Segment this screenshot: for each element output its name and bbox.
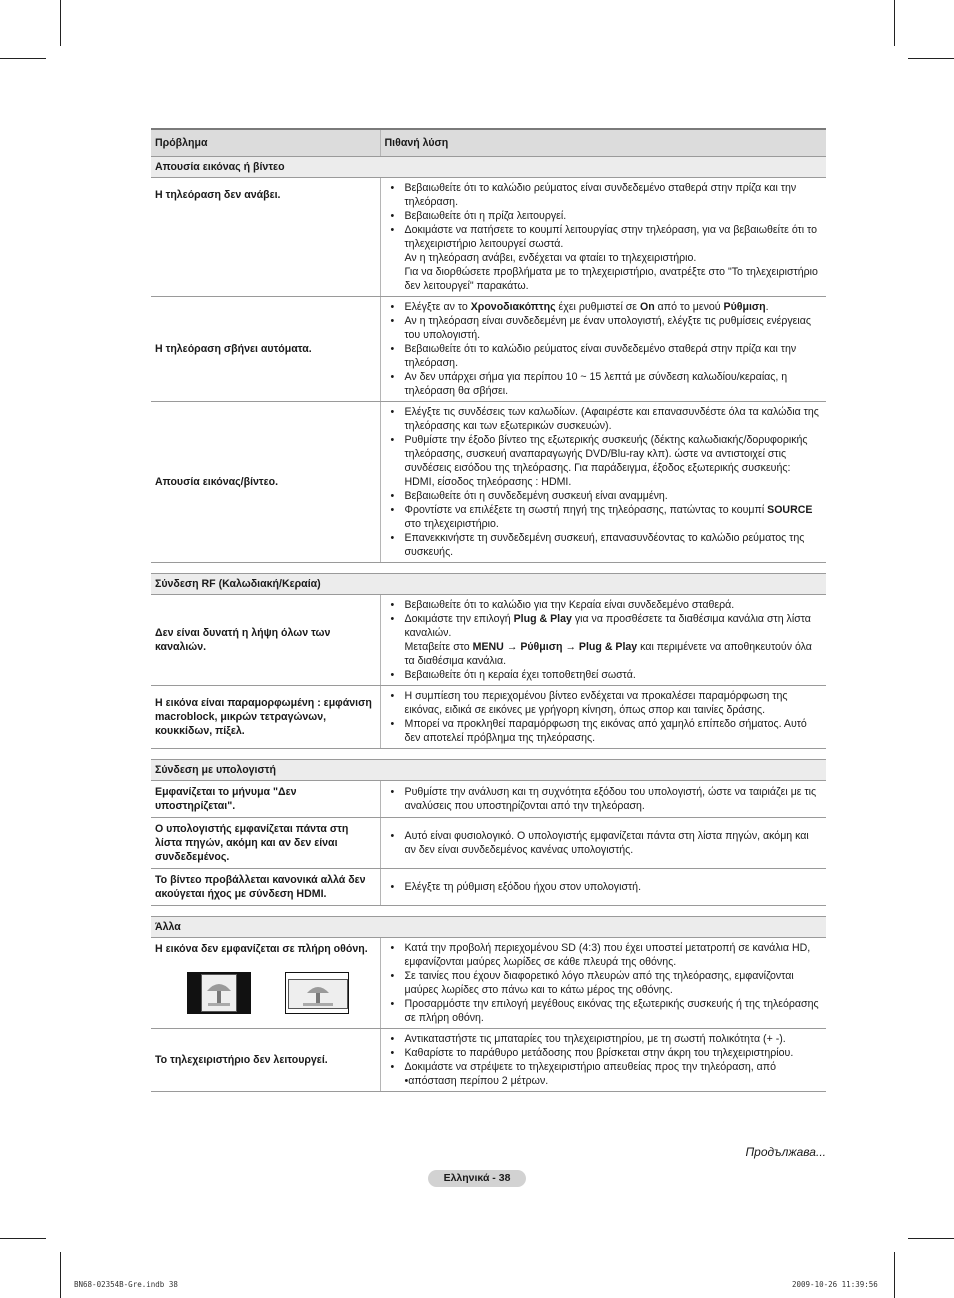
- solution-item: • Βεβαιωθείτε ότι η κεραία έχει τοποθετηθεί σωστά.: [387, 668, 823, 682]
- crop-mark: [908, 58, 954, 59]
- table-row: [151, 595, 826, 686]
- solution-item: • Μπορεί να προκληθεί παραμόρφωση της εικόνας από χαμηλό επίπεδο σήματος. Αυτό δεν αποτελεί πρόβλημα της τηλεόρασης.: [387, 717, 823, 745]
- solution-list: [387, 829, 823, 857]
- crop-mark: [60, 0, 61, 46]
- solution-item: • Ρυθμίστε την ανάλυση και τη συχνότητα εξόδου του υπολογιστή, ώστε να ταιριάζει με τις αναλύσεις που υποστηρίζονται από την τηλεόραση.: [387, 785, 823, 813]
- page-number-badge: Ελληνικά - 38: [428, 1170, 526, 1187]
- continue-note: Продължава...: [745, 1145, 826, 1159]
- problem-text: Η εικόνα δεν εμφανίζεται σε πλήρη οθόνη.: [155, 943, 368, 955]
- solution-note: Μεταβείτε στο MENU → Ρύθμιση → Plug & Play και περιμένετε να αποθηκευτούν όλα τα διαθέσιμα κανάλια.: [404, 641, 812, 667]
- section-row: [151, 760, 826, 781]
- problem-cell: Ο υπολογιστής εμφανίζεται πάντα στη λίστα πηγών, ακόμη και αν δεν είναι συνδεδεμένος.: [151, 818, 380, 869]
- table-row: [151, 686, 826, 749]
- solution-list: [387, 689, 823, 745]
- section-title: Σύνδεση RF (Καλωδιακή/Κεραία): [151, 574, 826, 595]
- solution-cell: [380, 1029, 826, 1092]
- solution-cell: [380, 595, 826, 686]
- section-row: [151, 917, 826, 938]
- table-row: [151, 818, 826, 869]
- problem-cell: Η τηλεόραση δεν ανάβει.: [151, 178, 380, 297]
- problem-cell: Το βίντεο προβάλλεται κανονικά αλλά δεν ακούγεται ήχος με σύνδεση HDMI.: [151, 869, 380, 906]
- tree-picture: [202, 975, 236, 1011]
- footer-file: BN68-02354B-Gre.indb 38: [74, 1280, 178, 1289]
- solution-item: • Αν η τηλεόραση είναι συνδεδεμένη με έναν υπολογιστή, ελέγξτε τις ρυθμίσεις ενέργειας του υπολογιστή.: [387, 314, 823, 342]
- solution-item: • Δοκιμάστε να στρέψετε το τηλεχειριστήριο απευθείας προς την τηλεόραση, από •απόσταση περίπου 2 μέτρων.: [387, 1060, 823, 1088]
- solution-item-text: Ελέγξτε αν το Χρονοδιακόπτης έχει ρυθμιστεί σε On από το μενού Ρύθμιση.: [404, 301, 769, 313]
- solution-item: • Ελέγξτε τις συνδέσεις των καλωδίων. (Αφαιρέστε και επανασυνδέστε όλα τα καλώδια της τηλεόρασης και των εξωτερικών συσκευών).: [387, 405, 823, 433]
- table-header-row: [151, 129, 826, 157]
- solution-item: • Βεβαιωθείτε ότι το καλώδιο ρεύματος είναι συνδεδεμένο σταθερά στην πρίζα και την τηλεόραση.: [387, 181, 823, 209]
- section-title: Σύνδεση με υπολογιστή: [151, 760, 826, 781]
- problem-cell: Δεν είναι δυνατή η λήψη όλων των καναλιών.: [151, 595, 380, 686]
- spacer-row: [151, 563, 826, 574]
- solution-list: [387, 300, 823, 398]
- solution-item: • Αν δεν υπάρχει σήμα για περίπου 10 ~ 15 λεπτά με σύνδεση καλωδίου/κεραίας, η τηλεόραση θα σβήσει.: [387, 370, 823, 398]
- solution-list: [387, 941, 823, 1025]
- solution-list: [387, 880, 823, 894]
- solution-item: • Καθαρίστε το παράθυρο μετάδοσης που βρίσκεται στην άκρη του τηλεχειριστηρίου.: [387, 1046, 823, 1060]
- header-problem: Πρόβλημα: [151, 129, 380, 157]
- solution-item: • Βεβαιωθείτε ότι η πρίζα λειτουργεί.: [387, 209, 823, 223]
- solution-item: • Αντικαταστήστε τις μπαταρίες του τηλεχειριστηρίου, με τη σωστή πολικότητα (+ -).: [387, 1032, 823, 1046]
- solution-cell: [380, 938, 826, 1029]
- tv-pillarbox-icon: [187, 972, 251, 1014]
- solution-cell: [380, 402, 826, 563]
- solution-list: [387, 668, 823, 682]
- solution-item: • Αυτό είναι φυσιολογικό. Ο υπολογιστής εμφανίζεται πάντα στη λίστα πηγών, ακόμη και αν δεν είναι συνδεδεμένος κανένας υπολογιστής.: [387, 829, 823, 857]
- problem-cell: Απουσία εικόνας/βίντεο.: [151, 402, 380, 563]
- crop-mark: [894, 1252, 895, 1298]
- solution-item: • Η συμπίεση του περιεχομένου βίντεο ενδέχεται να προκαλέσει παραμόρφωση της εικόνας, ειδικά σε εικόνες με γρήγορη κίνηση, όπως σπορ και ταινίες δράσης.: [387, 689, 823, 717]
- table-row: [151, 938, 826, 1029]
- solution-note: Για να διορθώσετε προβλήματα με το τηλεχειριστήριο, ανατρέξτε στο "Το τηλεχειριστήριο δεν λειτουργεί" παρακάτω.: [404, 266, 818, 292]
- solution-list: [387, 598, 823, 640]
- table-row: [151, 1029, 826, 1092]
- tv-illustrations: [155, 972, 376, 1014]
- crop-mark: [0, 1238, 46, 1239]
- crop-mark: [60, 1252, 61, 1298]
- solution-cell: [380, 781, 826, 818]
- solution-note: Αν η τηλεόραση ανάβει, ενδέχεται να φταίει το τηλεχειριστήριο.: [404, 252, 697, 264]
- solution-cell: [380, 686, 826, 749]
- solution-item: • Προσαρμόστε την επιλογή μεγέθους εικόνας της εξωτερικής συσκευής ή της τηλεόρασης σε πλήρη οθόνη.: [387, 997, 823, 1025]
- solution-item: • Φροντίστε να επιλέξετε τη σωστή πηγή της τηλεόρασης, πατώντας το κουμπί SOURCE στο τηλεχειριστήριο.: [387, 503, 823, 531]
- solution-item: • Δοκιμάστε την επιλογή Plug & Play για να προσθέσετε τα διαθέσιμα κανάλια στη λίστα καναλιών.: [387, 612, 823, 640]
- table-row: [151, 869, 826, 906]
- troubleshooting-table-wrap: [151, 128, 826, 1092]
- section-row: [151, 157, 826, 178]
- solution-item: • Επανεκκινήστε τη συνδεδεμένη συσκευή, επανασυνδέοντας το καλώδιο ρεύματος της συσκευής.: [387, 531, 823, 559]
- tv-screen: [288, 979, 348, 1009]
- solution-list: [387, 181, 823, 251]
- tv-letterbox-icon: [285, 972, 349, 1014]
- crop-mark: [0, 58, 46, 59]
- header-solution: Πιθανή λύση: [380, 129, 826, 157]
- solution-cell: [380, 297, 826, 402]
- solution-cell: [380, 178, 826, 297]
- table-row: [151, 297, 826, 402]
- solution-item: • Βεβαιωθείτε ότι το καλώδιο ρεύματος είναι συνδεδεμένο σταθερά στην πρίζα και την τηλεόραση.: [387, 342, 823, 370]
- section-title: Άλλα: [151, 917, 826, 938]
- spacer-row: [151, 749, 826, 760]
- spacer-row: [151, 906, 826, 917]
- problem-cell: [151, 938, 380, 1029]
- table-row: [151, 781, 826, 818]
- solution-list: [387, 405, 823, 559]
- table-row: [151, 402, 826, 563]
- solution-list: [387, 1032, 823, 1088]
- solution-item: [387, 300, 823, 314]
- solution-cell: [380, 869, 826, 906]
- problem-cell: Το τηλεχειριστήριο δεν λειτουργεί.: [151, 1029, 380, 1092]
- solution-cell: [380, 818, 826, 869]
- problem-cell: Η εικόνα είναι παραμορφωμένη : εμφάνιση macroblock, μικρών τετραγώνων, κουκκίδων, πίξελ.: [151, 686, 380, 749]
- section-row: [151, 574, 826, 595]
- solution-item: • Σε ταινίες που έχουν διαφορετικό λόγο πλευρών από της τηλεόρασης, εμφανίζονται μαύρες λωρίδες στο πάνω και το κάτω μέρος της οθόνης.: [387, 969, 823, 997]
- solution-item: • Βεβαιωθείτε ότι η συνδεδεμένη συσκευή είναι αναμμένη.: [387, 489, 823, 503]
- tree-picture: [289, 980, 347, 1008]
- tv-screen: [201, 974, 237, 1012]
- problem-cell: Η τηλεόραση σβήνει αυτόματα.: [151, 297, 380, 402]
- crop-mark: [908, 1238, 954, 1239]
- troubleshooting-table: [151, 128, 826, 1092]
- table-row: [151, 178, 826, 297]
- solution-item: • Κατά την προβολή περιεχομένου SD (4:3) που έχει υποστεί μετατροπή σε κανάλια HD, εμφανίζονται μαύρες λωρίδες σε κάθε πλευρά της οθόνης.: [387, 941, 823, 969]
- section-title: Απουσία εικόνας ή βίντεο: [151, 157, 826, 178]
- solution-list: [387, 785, 823, 813]
- solution-item: • Ρυθμίστε την έξοδο βίντεο της εξωτερικής συσκευής (δέκτης καλωδιακής/δορυφορικής τηλεόρασης, συσκευή αναπαραγωγής DVD/Blu-ray κλπ). ώστε να αντιστοιχεί στις συνδέσεις εισόδου της τηλεόρασης. Για παράδειγμα, έξοδος εξωτερικής συσκευής: HDMI, είσοδος τηλεόρασης : HDMI.: [387, 433, 823, 489]
- problem-cell: Εμφανίζεται το μήνυμα "Δεν υποστηρίζεται".: [151, 781, 380, 818]
- solution-item: • Δοκιμάστε να πατήσετε το κουμπί λειτουργίας στην τηλεόραση, για να βεβαιωθείτε ότι το τηλεχειριστήριο λειτουργεί σωστά.: [387, 223, 823, 251]
- solution-item: • Βεβαιωθείτε ότι το καλώδιο για την Κεραία είναι συνδεδεμένο σταθερά.: [387, 598, 823, 612]
- solution-item: • Ελέγξτε τη ρύθμιση εξόδου ήχου στον υπολογιστή.: [387, 880, 823, 894]
- crop-mark: [894, 0, 895, 46]
- footer-datetime: 2009-10-26 11:39:56: [792, 1280, 878, 1289]
